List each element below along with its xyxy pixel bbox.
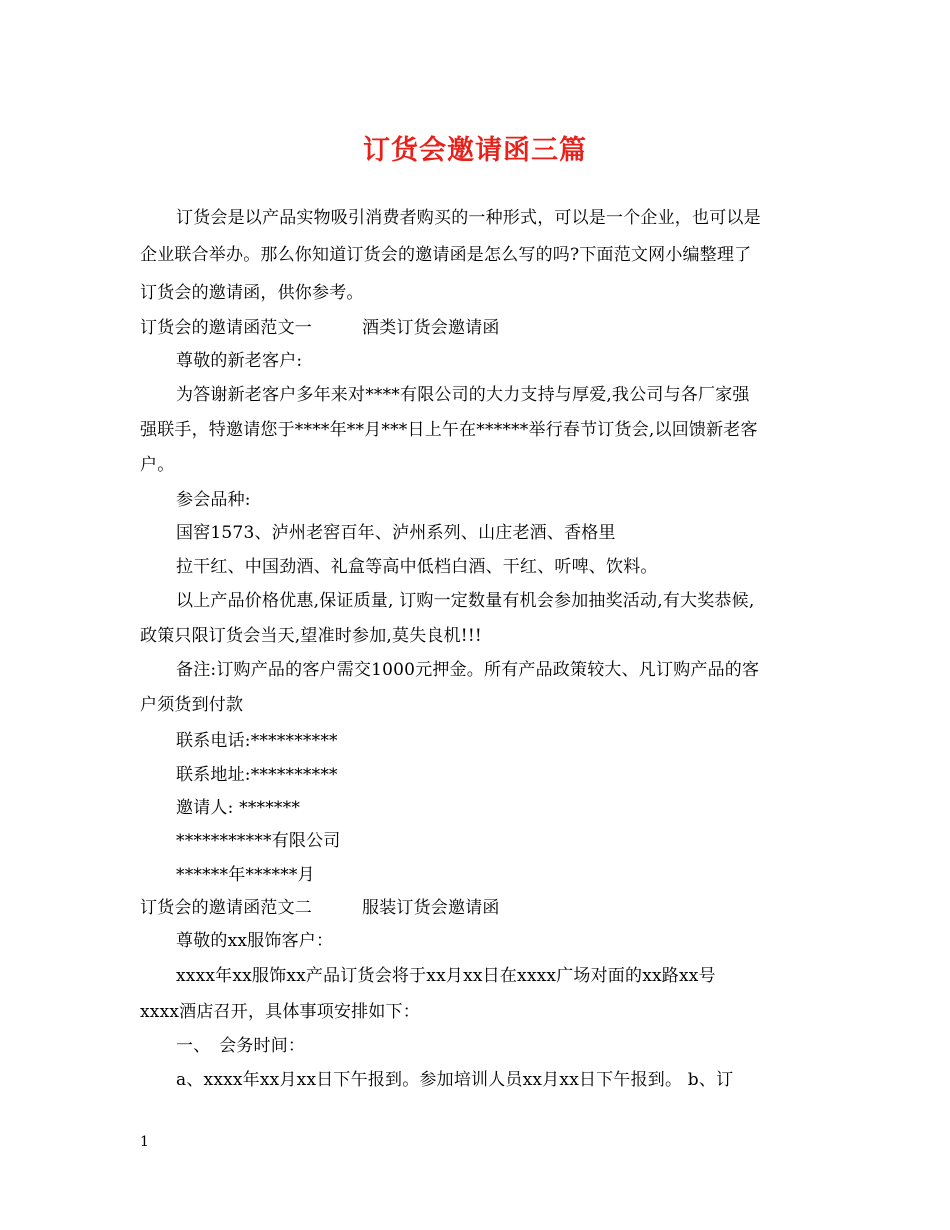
body-line: 强联手，特邀请您于****年**月***日上午在******举行春节订货会,以回馈新老客: [140, 420, 758, 440]
contact-phone: 联系电话:**********: [176, 731, 338, 751]
body-line: 备注:订购产品的客户需交1000元押金。所有产品政策较大、凡订购产品的客: [176, 660, 760, 680]
body-line: 国窖1573、泸州老窖百年、泸州系列、山庄老酒、香格里: [176, 523, 616, 543]
section-1-label: 订货会的邀请函范文一: [140, 318, 312, 338]
section-1-subtitle: 酒类订货会邀请函: [362, 318, 500, 338]
body-line: 为答谢新老客户多年来对****有限公司的大力支持与厚爱,我公司与各厂家强: [176, 385, 750, 405]
intro-line-2: 企业联合举办。那么你知道订货会的邀请函是怎么写的吗?下面范文网小编整理了: [140, 245, 752, 265]
list-heading: 一、 会务时间：: [176, 1036, 306, 1056]
salutation-2: 尊敬的xx服饰客户：: [176, 931, 334, 951]
inviter: 邀请人: *******: [176, 798, 301, 818]
section-2-subtitle: 服装订货会邀请函: [362, 898, 500, 918]
page-number: 1: [140, 1134, 149, 1150]
body-line: xxxx年xx服饰xx产品订货会将于xx月xx日在xxxx广场对面的xx路xx号: [176, 966, 716, 986]
body-line: 以上产品价格优惠,保证质量, 订购一定数量有机会参加抽奖活动,有大奖恭候,: [176, 591, 755, 611]
intro-line-3: 订货会的邀请函，供你参考。: [140, 283, 364, 303]
section-heading-1: [140, 318, 500, 338]
company-signature: ***********有限公司: [176, 831, 341, 851]
body-line: 参会品种:: [176, 490, 251, 510]
body-line: 拉干红、中国劲酒、礼盒等高中低档白酒、干红、听啤、饮料。: [176, 557, 658, 577]
body-line: 户。: [140, 455, 175, 475]
salutation-1: 尊敬的新老客户:: [176, 351, 303, 371]
contact-address: 联系地址:**********: [176, 765, 338, 785]
section-2-label: 订货会的邀请函范文二: [140, 898, 312, 918]
intro-line-1: 订货会是以产品实物吸引消费者购买的一种形式，可以是一个企业，也可以是: [176, 208, 761, 228]
document-title: 订货会邀请函三篇: [363, 135, 587, 166]
body-line: a、xxxx年xx月xx日下午报到。参加培训人员xx月xx日下午报到。 b、订: [176, 1070, 734, 1090]
body-line: 户须货到付款: [140, 695, 244, 715]
signature-date: ******年******月: [176, 865, 315, 885]
section-heading-2: [140, 898, 500, 918]
body-line: xxxx酒店召开，具体事项安排如下：: [140, 1002, 420, 1022]
body-line: 政策只限订货会当天,望准时参加,莫失良机!!!: [140, 626, 482, 646]
